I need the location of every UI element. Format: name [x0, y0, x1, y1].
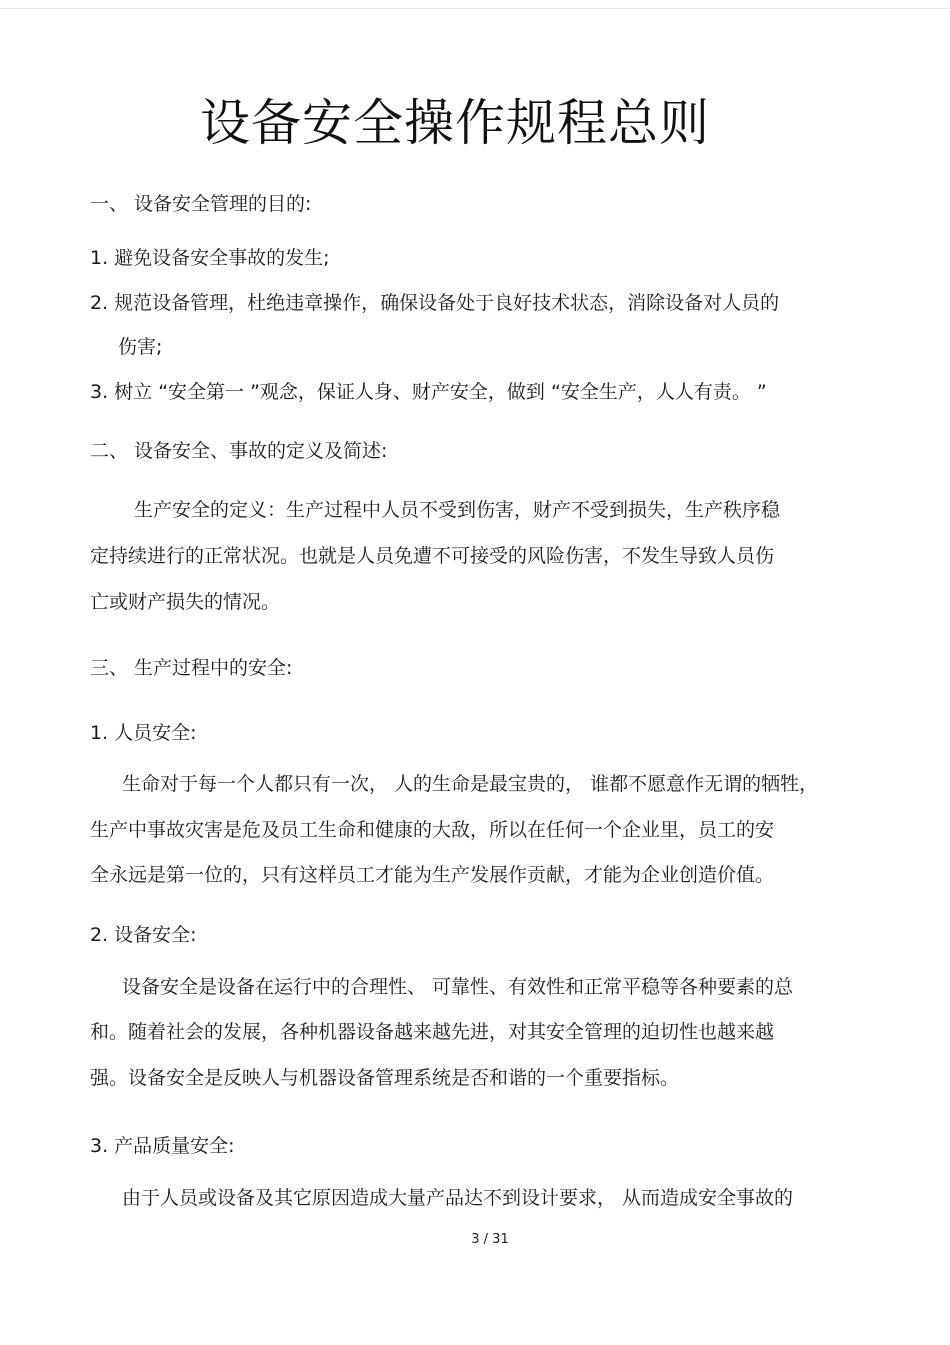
page-top-border [0, 8, 950, 9]
section-1-item-1: 1. 避免设备安全事故的发生; [90, 247, 330, 269]
subsection-personnel-line-1: 生命对于每一个人都只有一次， 人的生命是最宝贵的， 谁都不愿意作无谓的牺牲， [122, 773, 819, 795]
section-3-heading: 三、 生产过程中的安全: [90, 657, 293, 679]
section-1-item-2-continued: 伤害; [118, 336, 163, 358]
section-1-item-3: 3. 树立 “安全第一 ”观念，保证人身、财产安全，做到 “安全生产，人人有责。 ” [90, 381, 767, 403]
section-1-heading: 一、 设备安全管理的目的: [90, 193, 312, 215]
subsection-product-quality-line-1: 由于人员或设备及其它原因造成大量产品达不到设计要求， 从而造成安全事故的 [122, 1187, 794, 1209]
subsection-personnel-heading: 1. 人员安全: [90, 722, 197, 744]
subsection-personnel-line-2: 生产中事故灾害是危及员工生命和健康的大敌，所以在任何一个企业里，员工的安 [90, 819, 775, 841]
section-1-item-2: 2. 规范设备管理，杜绝违章操作，确保设备处于良好技术状态，消除设备对人员的 [90, 292, 780, 314]
subsection-personnel-line-3: 全永远是第一位的，只有这样员工才能为生产发展作贡献，才能为企业创造价值。 [90, 864, 775, 886]
subsection-product-quality-heading: 3. 产品质量安全: [90, 1135, 235, 1157]
section-2-paragraph-line-2: 定持续进行的正常状况。也就是人员免遭不可接受的风险伤害，不发生导致人员伤 [90, 545, 775, 567]
document-title: 设备安全操作规程总则 [200, 94, 710, 152]
section-2-paragraph-line-3: 亡或财产损失的情况。 [90, 591, 281, 613]
section-2-heading: 二、 设备安全、事故的定义及简述: [90, 440, 388, 462]
subsection-equipment-heading: 2. 设备安全: [90, 924, 197, 946]
subsection-equipment-line-1: 设备安全是设备在运行中的合理性、 可靠性、有效性和正常平稳等各种要素的总 [122, 976, 794, 998]
subsection-equipment-line-3: 强。设备安全是反映人与机器设备管理系统是否和谐的一个重要指标。 [90, 1067, 680, 1089]
section-2-paragraph-line-1: 生产安全的定义：生产过程中人员不受到伤害，财产不受到损失，生产秩序稳 [134, 499, 781, 521]
page-number: 3 / 31 [471, 1232, 509, 1247]
subsection-equipment-line-2: 和。随着社会的发展，各种机器设备越来越先进，对其安全管理的迫切性也越来越 [90, 1021, 775, 1043]
